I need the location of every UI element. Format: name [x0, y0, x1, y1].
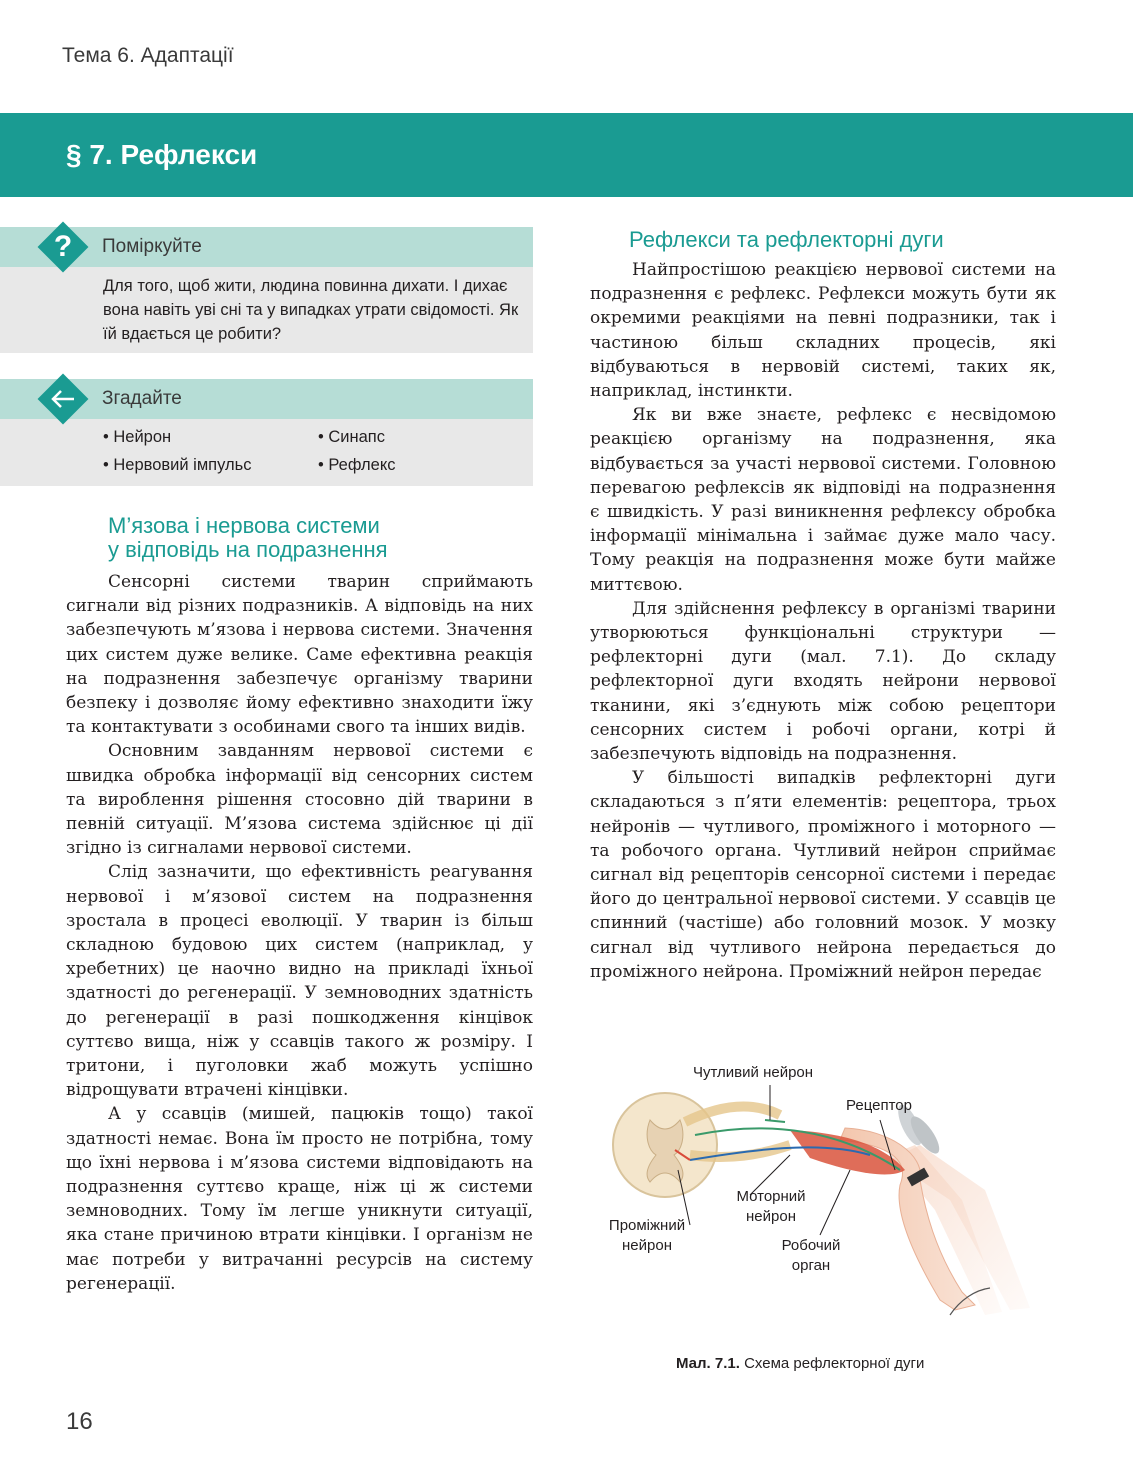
- label-organ-line2: орган: [791, 1257, 831, 1274]
- think-box-title: Поміркуйте: [102, 236, 202, 257]
- section1-heading-line1: М’язова і нервова системи: [108, 513, 380, 538]
- recall-item-impulse: • Нервовий імпульс: [103, 456, 252, 474]
- topic-header: Тема 6. Адаптації: [62, 44, 234, 67]
- label-motor-line1: Моторний: [736, 1188, 806, 1205]
- page-title: § 7. Рефлекси: [66, 139, 258, 170]
- recall-item-synapse: • Синапс: [318, 428, 385, 446]
- section1-paragraph: Слід зазначити, що ефективність реагування нервової і м’язової систем на подразнення зростала в процесі еволюції. У тварин із більш складною будовою цих систем (наприклад, у хребетних) це наочно видно на прикладі їхньої здатності до регенерації. У земноводних здатність до регенерації в разі пошкодження кінцівок суттєво вища, ніж у ссавців такого ж розміру. І тритони, і пуголовки жаб можуть успішно відрощувати втрачені кінцівки.: [66, 862, 533, 1101]
- label-interneuron: [600, 1216, 694, 1256]
- title-banner: [0, 113, 1133, 197]
- caption-number: Мал. 7.1.: [676, 1355, 740, 1372]
- label-working-organ: [772, 1236, 850, 1276]
- arrow-left-icon: [45, 381, 81, 417]
- reflex-arc-illustration: [590, 1060, 1050, 1340]
- page-number: 16: [66, 1408, 93, 1435]
- label-sensory-neuron: Чутливий нейрон: [693, 1064, 814, 1081]
- label-organ-line1: Робочий: [781, 1237, 841, 1254]
- caption-text: Схема рефлекторної дуги: [739, 1355, 925, 1372]
- label-inter-line2: нейрон: [622, 1237, 672, 1254]
- section1-heading: [108, 514, 388, 562]
- recall-item-neuron: • Нейрон: [103, 428, 172, 446]
- section1-heading-line2: у відповідь на подразнення: [108, 537, 388, 562]
- section2-paragraph: Найпростішою реакцією нервової системи на подразнення є рефлекс. Рефлекси можуть бути як окремими реакціями на певні подразники, так і частиною більш складних процесів, які відбуваються в нервовій системі, таких як, наприклад, інстинкти.: [590, 260, 1056, 402]
- label-receptor: Рецептор: [846, 1097, 912, 1114]
- section2-paragraph: Для здійснення рефлексу в організмі тварини утворюються функціональні структури — рефлекторні дуги (мал. 7.1). До складу рефлекторної дуги входять нейрони нервової тканини, які з’єднують між собою рецептори сенсорних систем і робочі органи, котрі й забезпечують відповідь на подразнення.: [590, 598, 1056, 765]
- section2-heading: Рефлекси та рефлекторні дуги: [629, 227, 944, 252]
- recall-box-body: [0, 419, 533, 486]
- figure-caption: [676, 1355, 924, 1372]
- label-inter-line1: Проміжний: [608, 1217, 686, 1234]
- pointer-line: [820, 1170, 850, 1235]
- signal-arrow: [765, 1120, 785, 1122]
- label-motor-neuron: [726, 1187, 816, 1227]
- recall-item-reflex: • Рефлекс: [318, 456, 396, 474]
- section2-body: [590, 258, 1056, 984]
- think-box-text: Для того, щоб жити, людина повинна дихати. І дихає вона навіть уві сні та у випадках утрати свідомості. Як їй вдається це робити?: [103, 277, 519, 343]
- section1-paragraph: А у ссавців (мишей, пацюків тощо) такої здатності немає. Вона їм просто не потрібна, тому що їхні нервова і м’язова системи відповідають на подразнення суттєво краще, ніж ці ж системи земноводних. Тому їм легше уникнути ситуації, яка стане причиною втрати кінцівки. І організм не має потреби у витрачанні ресурсів на систему регенерації.: [66, 1104, 533, 1294]
- section1-body: [66, 570, 533, 1296]
- recall-box-title: Згадайте: [102, 388, 182, 409]
- section1-paragraph: Основним завданням нервової системи є швидка обробка інформації від сенсорних систем та вироблення рішення стосовно дій тварини в певній ситуації. М’язова система здійснює ці дії згідно із сигналами нервової системи.: [66, 741, 533, 859]
- question-icon: ?: [53, 230, 73, 263]
- section1-paragraph: Сенсорні системи тварин сприймають сигнали від різних подразників. А відповідь на них забезпечують м’язова і нервова системи. Значення цих систем дуже велике. Саме ефективна реакція на подразнення забезпечує організму тварини безпеку і дозволяє йому ефективно знаходити їжу та контактувати з особинами свого та інших видів.: [66, 572, 533, 738]
- section2-paragraph: У більшості випадків рефлекторні дуги складаються з п’яти елементів: рецептора, трьох нейронів — чутливого, проміжного і моторного — та робочого органа. Чутливий нейрон сприймає сигнал від рецепторів сенсорної системи і передає його до центральної нервової системи. У ссавців це спинний (частіше) або головний мозок. У мозку сигнал від чутливого нейрона передається до проміжного нейрона. Проміжний нейрон передає: [590, 768, 1056, 982]
- section2-paragraph: Як ви вже знаєте, рефлекс є несвідомою реакцією організму на подразнення, яка відбувається за участі нервової системи. Головною перевагою рефлексів як відповіді на подразнення є швидкість. У разі виникнення рефлексу обробка інформації мінімальна і займає дуже мало часу. Тому реакція на подразнення може бути майже миттєвою.: [590, 405, 1056, 595]
- label-motor-line2: нейрон: [746, 1208, 796, 1225]
